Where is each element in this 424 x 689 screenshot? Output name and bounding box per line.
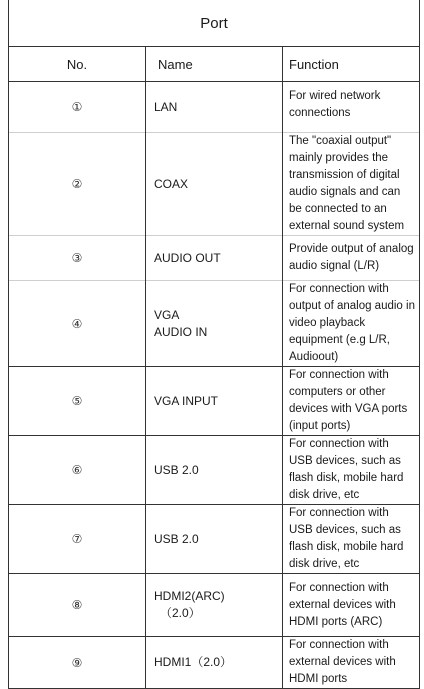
port-name: VGA INPUT [146,367,283,436]
row-number: ④ [9,281,146,367]
table-row [9,133,420,236]
table-row [9,637,420,689]
port-function: For connection with USB devices, such as flash disk, mobile hard disk drive, etc [283,436,420,505]
row-number: ⑥ [9,436,146,505]
table-title-row [9,0,420,47]
header-function: Function [283,47,420,82]
row-number: ③ [9,236,146,281]
port-function: For connection with output of analog audio in video playback equipment (e.g L/R, Audioout) [283,281,420,367]
port-function: For connection with external devices with HDMI ports (ARC) [283,574,420,637]
row-number: ⑧ [9,574,146,637]
table-row [9,505,420,574]
port-function: For connection with computers or other devices with VGA ports (input ports) [283,367,420,436]
port-name: USB 2.0 [146,505,283,574]
port-function: For connection with external devices with HDMI ports [283,637,420,689]
row-number: ⑤ [9,367,146,436]
port-name: HDMI2(ARC) [154,589,225,603]
port-name: VGA [154,307,180,322]
table-row [9,367,420,436]
port-name-cell [146,574,283,637]
port-name: AUDIO OUT [146,236,283,281]
row-number: ⑦ [9,505,146,574]
table-header-row [9,47,420,82]
table-title: Port [9,0,420,47]
port-name-cell [146,281,283,367]
port-name: HDMI1（2.0） [146,637,283,689]
table-row [9,281,420,367]
port-function: The "coaxial output" mainly provides the transmission of digital audio signals and can be connected to an external sound system [283,133,420,236]
table-row [9,236,420,281]
header-no: No. [9,47,146,82]
row-number: ① [9,82,146,133]
header-name: Name [146,47,283,82]
port-table [8,0,420,689]
row-number: ② [9,133,146,236]
port-name-line2: AUDIO IN [154,324,208,339]
row-number: ⑨ [9,637,146,689]
port-function: For wired network connections [283,82,420,133]
port-function: For connection with USB devices, such as flash disk, mobile hard disk drive, etc [283,505,420,574]
port-name: LAN [146,82,283,133]
port-name: COAX [146,133,283,236]
port-name: USB 2.0 [146,436,283,505]
table-row [9,574,420,637]
table-row [9,436,420,505]
port-function: Provide output of analog audio signal (L/R) [283,236,420,281]
document-page [8,0,420,685]
port-name-line2: （2.0） [160,606,201,620]
table-row [9,82,420,133]
